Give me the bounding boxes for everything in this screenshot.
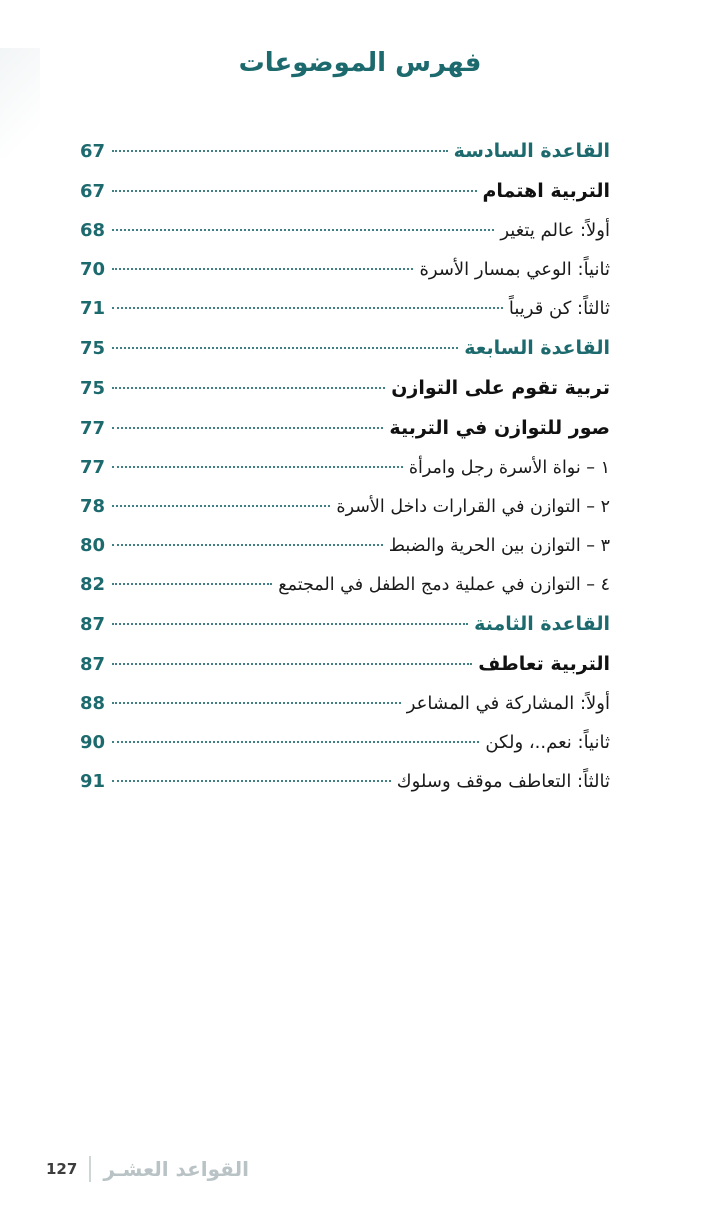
toc-leader-dots <box>112 663 472 665</box>
toc-entry-page: 77 <box>80 457 106 478</box>
toc-entry[interactable] <box>80 693 610 714</box>
toc-entry-page: 68 <box>80 220 106 241</box>
footer-divider <box>89 1156 91 1182</box>
toc-leader-dots <box>112 427 383 429</box>
toc-entry-page: 77 <box>80 418 106 439</box>
toc-leader-dots <box>112 544 383 546</box>
toc-leader-dots <box>112 307 503 309</box>
toc-entry[interactable] <box>80 653 610 675</box>
toc-entry-page: 67 <box>80 181 106 202</box>
toc-leader-dots <box>112 466 403 468</box>
toc-entry-page: 88 <box>80 693 106 714</box>
footer-book-title: القواعد العشـر <box>103 1157 249 1181</box>
toc-entry[interactable] <box>80 496 610 517</box>
toc-entry-page: 75 <box>80 378 106 399</box>
toc-leader-dots <box>112 150 448 152</box>
toc-entry-label: أولاً: المشاركة في المشاعر <box>406 693 610 714</box>
toc-leader-dots <box>112 347 458 349</box>
toc-entry-page: 78 <box>80 496 106 517</box>
toc-entry-label: التربية تعاطف <box>478 653 610 675</box>
toc-leader-dots <box>112 387 385 389</box>
toc-entry-label: التربية اهتمام <box>482 180 610 202</box>
toc-leader-dots <box>112 741 479 743</box>
toc-entry-label: القاعدة السادسة <box>453 140 610 162</box>
toc-entry[interactable] <box>80 771 610 792</box>
toc-leader-dots <box>112 583 272 585</box>
toc-entry-page: 87 <box>80 614 106 635</box>
toc-leader-dots <box>112 623 468 625</box>
toc-entry-label: ٣ – التوازن بين الحرية والضبط <box>388 536 610 556</box>
toc-entry-page: 82 <box>80 574 106 595</box>
toc-entry-label: ٤ – التوازن في عملية دمج الطفل في المجتمع <box>278 575 610 595</box>
toc-entry[interactable] <box>80 377 610 399</box>
toc-entry[interactable] <box>80 180 610 202</box>
toc-entry-page: 71 <box>80 298 106 319</box>
toc-entry-page: 87 <box>80 654 106 675</box>
toc-entry-label: ٢ – التوازن في القرارات داخل الأسرة <box>336 497 610 517</box>
toc-entry[interactable] <box>80 457 610 478</box>
toc-entry-label: القاعدة الثامنة <box>474 613 610 635</box>
toc-entry[interactable] <box>80 574 610 595</box>
toc-entry-page: 90 <box>80 732 106 753</box>
toc-entry-label: ثالثاً: كن قريباً <box>508 298 610 319</box>
toc-entry[interactable] <box>80 417 610 439</box>
toc-entry[interactable] <box>80 140 610 162</box>
toc-entry[interactable] <box>80 535 610 556</box>
toc-entry-label: تربية تقوم على التوازن <box>391 377 610 399</box>
toc-entry-label: ١ – نواة الأسرة رجل وامرأة <box>408 458 610 478</box>
toc-leader-dots <box>112 780 391 782</box>
toc-entry[interactable] <box>80 337 610 359</box>
toc-leader-dots <box>112 505 330 507</box>
toc-entry-label: ثانياً: نعم..، ولكن <box>485 732 610 753</box>
footer-page-number: 127 <box>46 1160 78 1178</box>
toc-entry-label: ثالثاً: التعاطف موقف وسلوك <box>396 771 610 792</box>
page-title: فهرس الموضوعات <box>238 48 482 78</box>
toc-entry[interactable] <box>80 613 610 635</box>
toc-entry-page: 70 <box>80 259 106 280</box>
toc-entry-label: صور للتوازن في التربية <box>389 417 610 439</box>
toc-entry[interactable] <box>80 259 610 280</box>
toc-leader-dots <box>112 702 401 704</box>
toc-leader-dots <box>112 268 413 270</box>
toc-entry-page: 91 <box>80 771 106 792</box>
toc-entry-label: أولاً: عالم يتغير <box>500 220 610 241</box>
toc-leader-dots <box>112 229 494 231</box>
toc-entry-label: ثانياً: الوعي بمسار الأسرة <box>419 259 610 280</box>
toc-entry-label: القاعدة السابعة <box>464 337 610 359</box>
toc-entry-page: 80 <box>80 535 106 556</box>
toc-entry[interactable] <box>80 298 610 319</box>
toc-entry-page: 67 <box>80 141 106 162</box>
toc-leader-dots <box>112 190 477 192</box>
toc-entry[interactable] <box>80 732 610 753</box>
table-of-contents <box>0 140 720 792</box>
toc-entry[interactable] <box>80 220 610 241</box>
toc-entry-page: 75 <box>80 338 106 359</box>
page-footer <box>40 1156 249 1182</box>
